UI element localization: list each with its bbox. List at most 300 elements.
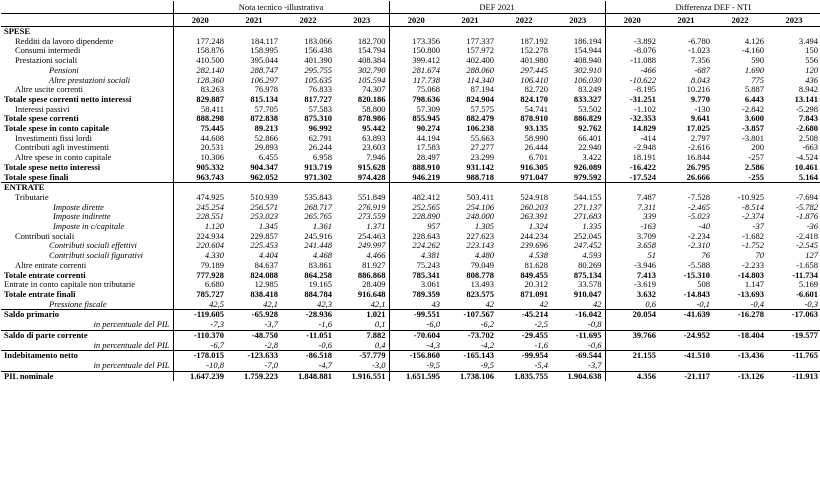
table-cell: -2,5: [534, 320, 548, 330]
table-cell: 154.944: [573, 46, 602, 56]
table-cell: 974.428: [357, 172, 386, 182]
table-cell: 401.980: [520, 56, 548, 66]
table-row: [1, 261, 820, 271]
table-cell: 241.448: [304, 241, 332, 251]
table-cell: [443, 183, 497, 193]
table-cell: 117.738: [389, 76, 443, 86]
table-cell: 17.583: [389, 143, 443, 153]
table-cell: 508: [697, 280, 710, 290]
table-cell: 26.666: [686, 172, 710, 182]
table-cell: 57.705: [254, 104, 278, 114]
table-row: [1, 271, 820, 281]
table-row: [1, 76, 820, 86]
table-cell: 106.030: [573, 75, 602, 85]
table-cell: 7.843: [798, 114, 819, 124]
table-cell: 4.480: [474, 251, 494, 261]
table-row: [1, 361, 820, 371]
table-cell: 75.068: [389, 85, 443, 95]
table-cell: -2.233: [742, 260, 764, 270]
group-header-def: DEF 2021: [389, 1, 605, 14]
table-cell: 6.701: [528, 153, 548, 163]
table-cell: -1.023: [688, 46, 710, 56]
table-cell: 105.594: [357, 75, 386, 85]
table-cell: 44.194: [389, 134, 443, 144]
table-cell: -255: [748, 172, 764, 182]
table-row: [1, 330, 820, 340]
row-label: Altre entrate correnti: [15, 260, 87, 270]
table-cell: 2.797: [690, 133, 710, 143]
table-cell: -3.801: [742, 133, 764, 143]
table-cell: 16.844: [686, 153, 710, 163]
table-cell: [605, 320, 659, 330]
table-cell: 42: [593, 299, 602, 309]
table-cell: -7.528: [688, 192, 710, 202]
table-cell: -3.946: [605, 261, 659, 271]
table-cell: -4.160: [742, 46, 764, 56]
table-cell: 808.778: [466, 270, 494, 280]
table-cell: 4.126: [744, 36, 764, 46]
row-label: in percentuale del PIL: [93, 340, 170, 350]
table-cell: 882.479: [466, 114, 494, 124]
table-cell: 44.608: [173, 134, 227, 144]
table-cell: 962.052: [250, 172, 278, 182]
table-cell: -13.126: [737, 371, 764, 381]
table-cell: 0,1: [374, 320, 386, 330]
table-cell: -69.544: [575, 350, 602, 361]
table-row: [1, 66, 820, 76]
row-label: Totale spese correnti: [4, 114, 79, 124]
table-cell: -5.298: [796, 104, 819, 114]
table-cell: [281, 27, 335, 37]
year-header: 2022: [281, 14, 335, 27]
row-label: Totale spese netto interessi: [4, 162, 101, 172]
table-cell: 0,4: [374, 340, 386, 350]
group-header-nti: Nota tecnico -illustrativa: [173, 1, 389, 14]
table-cell: -687: [694, 65, 710, 75]
table-cell: -6,0: [389, 320, 443, 330]
table-cell: 74.307: [362, 85, 386, 95]
table-cell: 785.727: [173, 290, 227, 300]
table-cell: -165.143: [463, 350, 494, 361]
table-cell: 775: [751, 75, 764, 85]
table-cell: -123.633: [247, 350, 278, 361]
table-cell: 224.934: [173, 232, 227, 242]
table-cell: [173, 183, 227, 193]
table-cell: 6.443: [744, 94, 764, 104]
table-cell: -1,6: [534, 340, 548, 350]
table-cell: -2.616: [688, 143, 710, 153]
table-cell: 252.565: [389, 203, 443, 213]
table-cell: 503.411: [466, 192, 494, 202]
table-cell: 823.575: [466, 289, 494, 299]
table-cell: [659, 361, 713, 371]
table-cell: [227, 27, 281, 37]
year-header: 2021: [227, 14, 281, 27]
table-cell: 17.025: [686, 124, 710, 134]
table-cell: -13.693: [737, 289, 764, 299]
table-cell: 1.324: [528, 222, 548, 232]
row-label: Prestazioni sociali: [15, 56, 78, 66]
table-cell: 915.628: [357, 162, 386, 172]
table-cell: 263.391: [520, 212, 548, 222]
table-cell: 829.887: [173, 95, 227, 105]
table-row: [1, 37, 820, 47]
table-cell: -16.278: [737, 309, 764, 320]
table-cell: 1.651.595: [389, 371, 443, 381]
table-cell: 2.508: [798, 133, 819, 143]
table-cell: 5.169: [798, 280, 819, 290]
table-cell: 295.755: [304, 65, 332, 75]
table-cell: 916.305: [520, 162, 548, 172]
table-row: [1, 341, 820, 351]
table-cell: -11.695: [575, 330, 602, 340]
table-cell: 288.747: [250, 65, 278, 75]
table-row: [1, 300, 820, 310]
table-cell: 42: [485, 299, 494, 309]
table-row: [1, 203, 820, 213]
table-cell: 4.593: [582, 251, 602, 261]
table-cell: 177.337: [466, 36, 494, 46]
table-cell: 395.044: [250, 56, 278, 66]
table-cell: 789.359: [389, 290, 443, 300]
table-cell: 931.142: [466, 162, 494, 172]
table-cell: [713, 320, 767, 330]
table-cell: 6.958: [312, 153, 332, 163]
table-cell: 83.861: [308, 260, 332, 270]
table-row: [1, 173, 820, 183]
table-cell: 878.910: [520, 114, 548, 124]
table-cell: [713, 27, 767, 37]
table-cell: 963.743: [173, 173, 227, 183]
table-cell: 83.263: [173, 85, 227, 95]
table-cell: -257: [748, 153, 764, 163]
table-cell: 228.890: [389, 212, 443, 222]
table-cell: -8.514: [742, 202, 764, 212]
table-cell: [713, 183, 767, 193]
table-row: [1, 212, 820, 222]
table-cell: 239.696: [520, 241, 548, 251]
table-cell: 1.371: [366, 222, 386, 232]
table-cell: 186.194: [573, 36, 602, 46]
table-cell: -73.702: [467, 330, 494, 340]
year-header: 2020: [389, 14, 443, 27]
table-cell: 824.904: [466, 94, 494, 104]
table-cell: -5.782: [796, 202, 819, 212]
table-cell: 3.709: [605, 232, 659, 242]
table-cell: 888.910: [389, 163, 443, 173]
table-row: [1, 105, 820, 115]
table-cell: 777.928: [173, 271, 227, 281]
table-cell: 399.412: [389, 56, 443, 66]
table-cell: 265.765: [304, 212, 332, 222]
table-cell: 28.409: [362, 280, 386, 290]
table-cell: 13.493: [470, 280, 494, 290]
row-label: Entrate in conto capitale non tributarie: [4, 280, 135, 290]
table-cell: 75.243: [389, 261, 443, 271]
table-cell: 9.770: [690, 94, 710, 104]
table-cell: 271.683: [573, 212, 602, 222]
table-cell: [767, 361, 820, 371]
table-cell: [605, 341, 659, 351]
row-label: Pressione fiscale: [49, 299, 107, 309]
row-label: Imposte in c/capitale: [53, 222, 125, 232]
table-cell: 524.918: [520, 192, 548, 202]
table-cell: -3.619: [605, 280, 659, 290]
table-cell: 3.658: [605, 241, 659, 251]
table-cell: -466: [605, 66, 659, 76]
table-cell: -1.102: [605, 105, 659, 115]
table-cell: 276.919: [357, 202, 386, 212]
table-cell: 22.940: [578, 143, 602, 153]
table-cell: 79.049: [470, 260, 494, 270]
table-cell: -7,0: [264, 360, 278, 370]
table-cell: -37: [752, 222, 764, 232]
table-cell: 228.643: [389, 232, 443, 242]
table-cell: -5.588: [688, 260, 710, 270]
table-cell: -19.577: [791, 330, 819, 340]
table-cell: -119.605: [173, 310, 227, 320]
row-label: SPESE: [4, 26, 30, 36]
table-cell: 875.134: [573, 270, 602, 280]
table-cell: 128.360: [173, 76, 227, 86]
table-cell: 229.857: [250, 231, 278, 241]
table-cell: -10.622: [605, 76, 659, 86]
table-cell: 1.738.106: [460, 371, 494, 381]
table-cell: 535.843: [304, 192, 332, 202]
table-cell: 408.384: [357, 56, 386, 66]
table-cell: 84.637: [254, 260, 278, 270]
table-cell: -99.551: [389, 310, 443, 320]
table-row: [1, 351, 820, 361]
row-label: in percentuale del PIL: [93, 320, 170, 330]
table-cell: 4.356: [605, 371, 659, 381]
table-cell: 1.916.551: [351, 371, 386, 381]
table-cell: 864.258: [304, 270, 332, 280]
table-cell: -1.658: [796, 260, 819, 270]
table-cell: 76.833: [308, 85, 332, 95]
table-cell: 271.137: [573, 202, 602, 212]
table-cell: 268.717: [304, 202, 332, 212]
table-cell: 114.340: [467, 75, 494, 85]
table-cell: [767, 320, 820, 330]
table-cell: 252.045: [573, 231, 602, 241]
table-cell: -9,5: [389, 361, 443, 371]
table-cell: 4.466: [366, 251, 386, 261]
table-cell: 302.790: [357, 65, 386, 75]
table-cell: [659, 183, 713, 193]
table-cell: 3.632: [605, 290, 659, 300]
table-cell: 26.795: [686, 162, 710, 172]
table-cell: -9,5: [480, 360, 494, 370]
table-cell: [443, 27, 497, 37]
table-cell: -10.925: [737, 192, 764, 202]
table-cell: 70: [755, 251, 764, 261]
table-cell: -16.422: [605, 163, 659, 173]
row-label: Altre spese in conto capitale: [15, 153, 112, 163]
table-cell: -1.682: [742, 231, 764, 241]
table-cell: -0,6: [318, 340, 332, 350]
table-cell: 838.418: [250, 289, 278, 299]
table-cell: 281.674: [389, 66, 443, 76]
table-cell: -48.750: [251, 330, 278, 340]
table-cell: -2.310: [688, 241, 710, 251]
table-cell: -17.063: [791, 309, 819, 320]
table-cell: 3.422: [582, 153, 602, 163]
table-cell: 4.330: [173, 251, 227, 261]
table-cell: [767, 27, 820, 37]
row-label: Consumi intermedi: [15, 46, 81, 56]
table-cell: 971.302: [304, 172, 332, 182]
table-cell: -65.928: [251, 309, 278, 320]
table-cell: 8.043: [690, 75, 710, 85]
table-cell: -99.954: [521, 350, 548, 361]
table-cell: 905.332: [173, 163, 227, 173]
table-cell: 1.120: [173, 222, 227, 232]
table-cell: -14.803: [737, 270, 764, 280]
row-label: Investimenti fissi lordi: [15, 133, 92, 143]
table-cell: 884.784: [304, 289, 332, 299]
table-cell: 833.327: [573, 94, 602, 104]
table-cell: 127: [805, 251, 819, 261]
table-cell: 224.262: [389, 241, 443, 251]
row-label: Redditi da lavoro dipendente: [15, 36, 114, 46]
table-cell: -0,8: [588, 320, 602, 330]
table-cell: 10.216: [686, 85, 710, 95]
table-cell: 946.219: [389, 173, 443, 183]
table-cell: 474.925: [173, 193, 227, 203]
table-cell: -4,2: [480, 340, 494, 350]
table-cell: 988.718: [466, 172, 494, 182]
table-cell: 254.463: [357, 231, 386, 241]
row-label: Contributi agli investimenti: [15, 143, 109, 153]
table-cell: 58.990: [524, 133, 548, 143]
table-cell: 29.893: [254, 143, 278, 153]
table-cell: 26.444: [524, 143, 548, 153]
table-cell: 120: [805, 65, 819, 75]
table-cell: 256.571: [250, 202, 278, 212]
table-cell: 183.066: [304, 36, 332, 46]
table-cell: 76.978: [254, 85, 278, 95]
table-cell: -6.601: [796, 289, 819, 299]
table-cell: 225.453: [250, 241, 278, 251]
row-label: Totale spese finali: [4, 172, 69, 182]
table-cell: 254.106: [466, 202, 494, 212]
table-cell: 7.882: [366, 330, 386, 340]
table-cell: 82.720: [524, 85, 548, 95]
table-cell: 402.400: [466, 56, 494, 66]
table-cell: 43: [389, 300, 443, 310]
table-cell: 57.583: [308, 104, 332, 114]
row-label: Imposte dirette: [53, 202, 104, 212]
table-cell: -2.374: [742, 212, 764, 222]
table-cell: -4.524: [796, 153, 819, 163]
row-label: Altre prestazioni sociali: [49, 75, 131, 85]
table-cell: 58.411: [173, 105, 227, 115]
table-cell: -3,7: [588, 360, 602, 370]
table-cell: 57.309: [389, 105, 443, 115]
table-cell: 871.091: [520, 289, 548, 299]
table-cell: 182.700: [357, 36, 386, 46]
table-cell: 6.680: [173, 280, 227, 290]
table-cell: -16.042: [575, 309, 602, 320]
table-cell: 551.849: [357, 192, 386, 202]
table-cell: 957: [389, 222, 443, 232]
table-cell: 154.794: [357, 46, 386, 56]
table-cell: -6,2: [480, 320, 494, 330]
table-cell: 42: [539, 299, 548, 309]
table-cell: [551, 27, 605, 37]
table-cell: 27.277: [470, 143, 494, 153]
table-row: [1, 371, 820, 381]
table-cell: -107.567: [463, 309, 494, 320]
table-cell: [335, 27, 389, 37]
table-cell: 1.647.239: [173, 371, 227, 381]
table-cell: 200: [751, 143, 764, 153]
table-cell: 248.000: [466, 212, 494, 222]
row-label: Saldo di parte corrente: [4, 330, 88, 340]
table-cell: 23.299: [470, 153, 494, 163]
table-cell: 19.165: [308, 280, 332, 290]
table-cell: [497, 183, 551, 193]
table-cell: 52.866: [254, 133, 278, 143]
table-cell: -7.694: [796, 192, 819, 202]
table-cell: 228.551: [173, 212, 227, 222]
table-cell: 184.117: [250, 36, 278, 46]
table-cell: 1.021: [366, 309, 386, 320]
table-cell: [389, 183, 443, 193]
table-cell: 824.170: [520, 94, 548, 104]
table-cell: 220.604: [173, 241, 227, 251]
table-cell: -3,0: [372, 360, 386, 370]
table-cell: 872.838: [250, 114, 278, 124]
row-label: in percentuale del PIL: [93, 360, 170, 370]
table-cell: -0,1: [696, 299, 710, 309]
table-cell: 253.023: [250, 212, 278, 222]
table-row: [1, 222, 820, 232]
table-cell: [389, 27, 443, 37]
table-cell: 273.559: [357, 212, 386, 222]
year-header: 2022: [713, 14, 767, 27]
table-cell: 96.992: [308, 124, 332, 134]
table-cell: 106.238: [466, 124, 494, 134]
table-row: [1, 280, 820, 290]
table-cell: -6.780: [688, 36, 710, 46]
table-cell: 7.413: [605, 271, 659, 281]
table-cell: -3.857: [742, 124, 764, 134]
table-header: [1, 1, 820, 27]
table-cell: 9.641: [690, 114, 710, 124]
table-row: [1, 95, 820, 105]
table-cell: 1.335: [582, 222, 602, 232]
table-cell: 245.254: [173, 203, 227, 213]
table-cell: 150: [805, 46, 819, 56]
year-header: 2020: [173, 14, 227, 27]
row-label: Saldo primario: [4, 309, 60, 320]
table-cell: 20.312: [524, 280, 548, 290]
table-cell: 926.089: [573, 162, 602, 172]
table-cell: 849.455: [520, 270, 548, 280]
table-cell: 42,1: [263, 299, 278, 309]
table-cell: 173.356: [389, 37, 443, 47]
table-cell: 39.766: [605, 330, 659, 340]
table-cell: -57.779: [359, 350, 386, 361]
table-cell: [173, 27, 227, 37]
table-cell: 798.636: [389, 95, 443, 105]
table-cell: -3.892: [605, 37, 659, 47]
table-cell: 106.297: [250, 75, 278, 85]
table-cell: 14.829: [605, 124, 659, 134]
table-cell: 249.997: [357, 241, 386, 251]
